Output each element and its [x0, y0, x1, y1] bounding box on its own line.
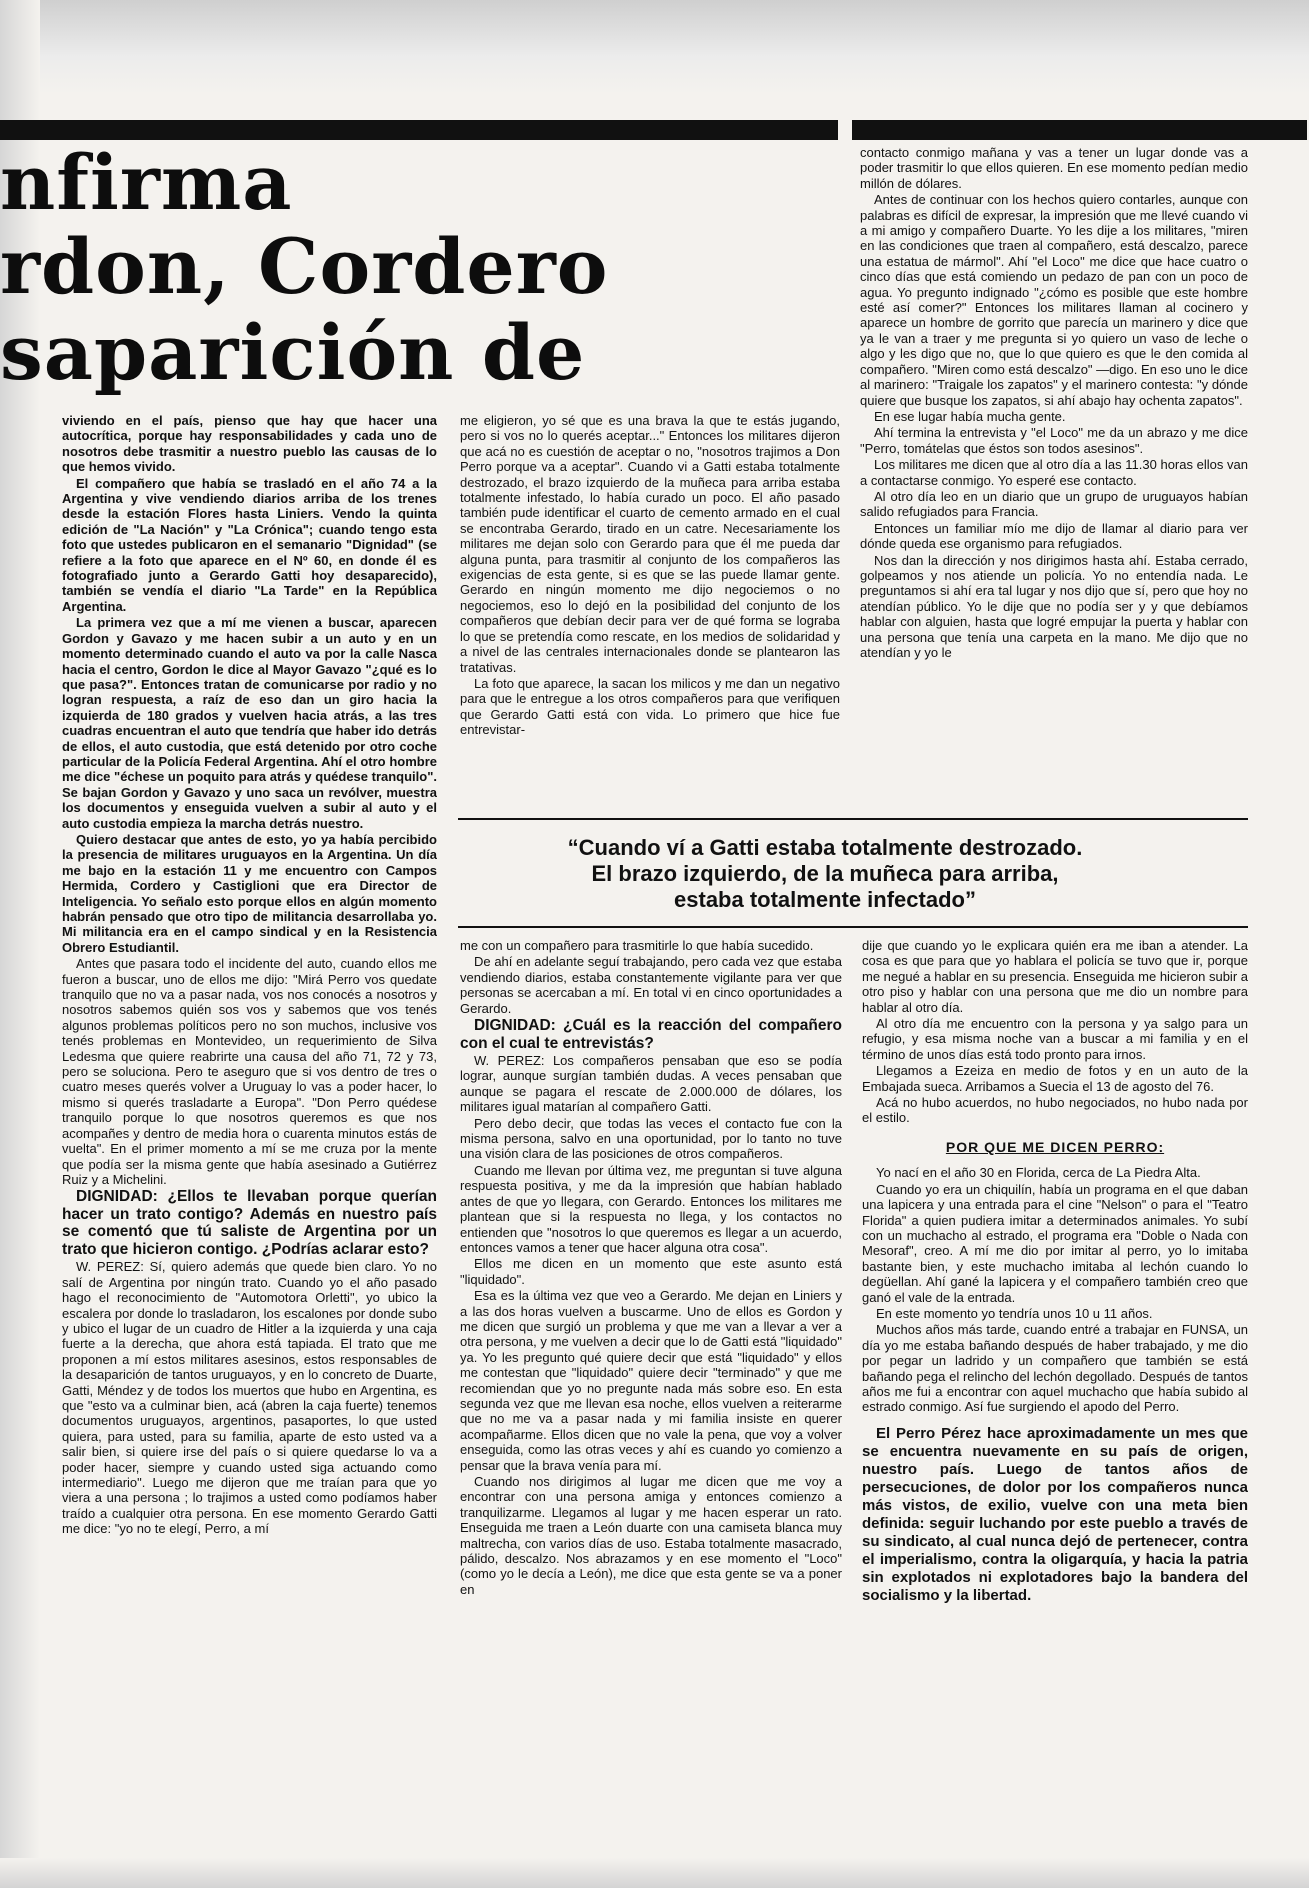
col5-paragraph-1: dije que cuando yo le explicara quién era me iban a atender. La cosa es que para que yo hablara el policía se tuvo que ir, porque me negué a hablar en su presencia. Enseguida me hicieron subir a otro piso y hablar con una persona que me dio un nombre para hablar al otro día.: [862, 938, 1248, 1015]
col4-paragraph-1: me con un compañero para trasmitirle lo que había sucedido.: [460, 938, 814, 953]
col5-paragraph-3: Llegamos a Ezeiza en medio de fotos y en un auto de la Embajada sueca. Arribamos a Suecia el 13 de agosto del 76.: [862, 1063, 1248, 1094]
col3-paragraph-2: Antes de continuar con los hechos quiero contarles, aunque con palabras es difícil de expresar, la impresión que me llevé cuando vi a mi amigo y compañero Duarte. Yo les dije a los militares, "miren en las condiciones que traen al compañero, está descalzo, parece una estatua de mármol". Ahí "el Loco" me dice que hace cuatro o cinco días que está comiendo un pedazo de pan con un poco de agua. Yo pregunto indignado "¿cómo es posible que este hombre esté así comer?" Entonces los militares llaman al cocinero y aparece un hombre de gorrito que parecía un marinero y dice que ya le van a traer y me pregunta si yo quiero un vaso de leche o algo y les digo que no, que lo que quiero es que le den comida al compañero. "Miren como está descalzo" —digo. En eso uno le dice al marinero: "Traigale los zapatos" y el marinero contesta: "y dónde quiere que busque los zapatos, si ahí abajo hay ochenta zapatos".: [860, 192, 1248, 408]
top-bar-left: [0, 120, 838, 140]
article-column-1: [62, 413, 437, 1858]
col5-paragraph-7: En este momento yo tendría unos 10 u 11 años.: [876, 1305, 1153, 1321]
col3-paragraph-7: Entonces un familiar mío me dijo de llamar al diario para ver dónde queda ese organismo para refugiados.: [860, 520, 1248, 552]
col3-paragraph-3: En ese lugar había mucha gente.: [874, 408, 1066, 424]
col4-paragraph-8: Cuando nos dirigimos al lugar me dicen que me voy a encontrar con una persona amiga y entonces comienzo a tranquilizarme. Llegamos al lugar y me hacen esperar un rato. Enseguida me traen a León duarte con una camiseta blanca muy maltrecha, con varios días de uso. Estaba totalmente masacrado, pálido, descalzo. Nos abrazamos y en ese momento el "Loco" (como yo le decía a León), me dice que esta gente se va a poner en: [460, 1474, 842, 1597]
top-bar-right: [852, 120, 1307, 140]
col4-paragraph-2: De ahí en adelante seguí trabajando, pero cada vez que estaba vendiendo diarios, estaba constantemente vigilante para ver que personas se acercaban a mí. En total vi en cinco oportunidades a Gerardo.: [460, 954, 842, 1016]
scan-edge-bottom: [0, 1858, 1309, 1888]
col1-paragraph-5: Antes que pasara todo el incidente del auto, cuando ellos me fueron a buscar, uno de ellos me dijo: "Mirá Perro vos quedate tranquilo que no va a pasar nada, vos nos conocés a nosotros y nosotros sabemos quién sos vos y sabemos que vos tenés algunos problemas políticos pero no son muchos, inclusive vos tenés problemas en Montevideo, un requerimiento de Silva Ledesma que quiere reabrirte una causa del año 71, 72 y 73, pero se soluciona. Pero te aseguro que si vos dentro de tres o cuatro meses querés volver a Uruguay lo vas a poder hacer, lo mismo si querés trasladarte a Europa". "Don Perro quédese tranquilo porque lo que nosotros queremos es que nos acompañes y dentro de media hora o cuarenta minutos estás de vuelta". En el primer momento a mí se me cruza por la mente que podía ser la misma gente que había asesinado a Gutiérrez Ruiz y a Michelini.: [62, 956, 437, 1187]
article-column-3: [860, 145, 1248, 808]
col4-paragraph-4: Pero debo decir, que todas las veces el contacto fue con la misma persona, salvo en una oportunidad, por lo tanto no tuve una visión clara de las posiciones de otros compañeros.: [460, 1115, 842, 1162]
col1-paragraph-6: W. PEREZ: Sí, quiero además que quede bien claro. Yo no salí de Argentina por ningún trato. Cuando yo el año pasado hago el reconocimiento de "Automotora Orletti", yo ubico la escalera por donde lo trasladaron, los escalones por donde subo y ubico el lugar de un cuadro de Hitler a la izquierda y una caja fuerte a la derecha, que ahora está tapiada. El trato que me proponen a mí estos militares asesinos, estos responsables de la desaparición de tantos uruguayos, y en lo concreto de Duarte, Gatti, Méndez y de todos los muertos que hubo en Argentina, es que "esto va a culminar bien, acá (abren la caja fuerte) tenemos documentos uruguayos, argentinos, pasaportes, lo que usted quiera, para usted, para su familia, aparte de esto usted va a salir bien, si quiere irse del país o si quiere quedarse lo va a poder hacer, siempre y cuando usted siga actuando como intermediario". Luego me dijeron que me traían para que yo viera a una persona ; lo trajimos a usted como podíamos haber traído a cualquier otra persona. En ese momento Gerardo Gatti me dice: "yo no te elegí, Perro, a mí: [62, 1259, 437, 1537]
section-subheading: POR QUE ME DICEN PERRO:: [945, 1138, 1165, 1155]
col3-paragraph-8: Nos dan la dirección y nos dirigimos hasta ahí. Estaba cerrado, golpeamos y nos atiende un policía. Yo no entendía nada. Le preguntamos si ahí era tal lugar y nos dijo que sí, pero que hoy no atendían público. Yo le dije que no podía ser y y que debíamos hablar con alguien, hasta que logré empujar la puerta y hablar con una persona que tenía una carpeta en la mano. Me dijo que no atendían y yo le: [860, 552, 1248, 660]
col5-paragraph-8: Muchos años más tarde, cuando entré a trabajar en FUNSA, un día yo me estaba bañando después de haber trabajado, y me dio por pegar un ladrido y un compañero que también se está bañando pega el relincho del lechón degollado. Después de tantos años me fui a encontrar con aquel muchacho que había subido al estrado conmigo. Así fue surgiendo el apodo del Perro.: [862, 1322, 1248, 1415]
col4-question: DIGNIDAD: ¿Cuál es la reacción del compañero con el cual te entrevistás?: [460, 1017, 842, 1052]
scan-edge-top: [0, 0, 1309, 95]
col1-paragraph-3: La primera vez que a mí me vienen a buscar, aparecen Gordon y Gavazo y me hacen subir a un auto y en un momento determinado cuando el auto va por la calle Nasca hacia el centro, Gordon le dice al Mayor Gavazo "¿qué es lo que pasa?". Entonces tratan de comunicarse por radio y no logran respuesta, a raíz de eso dan un giro hacia la izquierda de 180 grados y vuelven hacia atrás, a las tres cuadras encuentran el auto que tendría que haber ido detrás de ellos, el auto custodia, que está detenido por otro coche particular de la Policía Federal Argentina. Ahí el otro hombre me dice "échese un poquito para atrás y quédese tranquilo". Se bajan Gordon y Gavazo y uno saca un revólver, muestra los documentos y enseguida vuelven a subir al auto y el auto custodia empieza la marcha detrás nuestro.: [62, 615, 437, 831]
col3-paragraph-6: Al otro día leo en un diario que un grupo de uruguayos habían salido refugiados para Francia.: [860, 488, 1248, 520]
headline-line-2: rdon, Cordero: [0, 222, 609, 311]
col5-closing-paragraph: El Perro Pérez hace aproximadamente un mes que se encuentra nuevamente en su país de origen, nuestro país. Luego de tantos años de persecuciones, de dolor por los compañeros nunca más vistos, de exilio, vuelve con una meta bien definida: seguir luchando por este pueblo a través de su sindicato, al cual nunca dejó de pertenecer, contra el imperialismo, contra la oligarquía, y hacia la patria sin explotados ni explotadores bajo la bandera del socialismo y la libertad.: [862, 1424, 1248, 1604]
pull-quote-rule-top: [458, 818, 1248, 820]
col1-question: DIGNIDAD: ¿Ellos te llevaban porque querían hacer un trato contigo? Además en nuestro país se comentó que tú saliste de Argentina por un trato que hicieron contigo. ¿Podrías aclarar esto?: [62, 1188, 437, 1258]
col4-paragraph-5: Cuando me llevan por última vez, me preguntan si tuve alguna respuesta positiva, y me da la impresión que habían hablado antes de que yo llegara, con Gerardo. Entonces los militares me plantean que si la respuesta no llega, y los contactos no entienden que "nosotros lo que queremos es llegar a un acuerdo, entonces vamos a tener que hacer alguna otra cosa".: [460, 1162, 842, 1255]
col4-paragraph-7: Esa es la última vez que veo a Gerardo. Me dejan en Liniers y a las dos horas vuelven a buscarme. Uno de ellos es Gordon y me dicen que surgió un problema y que me van a llevar a ver a otra persona, y me vuelven a decir que lo de Gatti está "liquidado" ya. Yo les pregunto qué quiere decir que está "liquidado" y ellos me contestan que "liquidado" quiere decir "terminado" y que me recomiendan que yo no pregunte nada más sobre eso. En esta segunda vez que me llevan esa noche, ellos vuelven a reiterarme que no me va a pasar nada y mi familia insiste en querer acompañarme. Ellos dicen que no vale la pena, que voy a volver enseguida, como las otras veces y ahí es cuando yo comienzo a pensar que la brava venía para mí.: [460, 1288, 842, 1473]
col5-paragraph-6: Cuando yo era un chiquilín, había un programa en el que daban una lapicera y una entrada para el cine "Nelson" o para el "Teatro Florida" a quien pudiera imitar a determinados animales. Yo subí con un muchacho al estrado, el programa era "Doble o Nada con Mesoraf", creo. A mí me dio por imitar al perro, yo lo imitaba bastante bien, y este muchacho imitaba al lechón cuando lo degüellan. Ahí gané la lapicera y el compañero también creo que ganó el vale de la entrada.: [862, 1181, 1248, 1305]
pull-quote: [465, 835, 1185, 913]
col1-paragraph-2: El compañero que había se trasladó en el año 74 a la Argentina y vive vendiendo diarios arriba de los trenes desde la estación Flores hasta Liniers. Vendo la quinta edición de "La Nación" y "La Crónica"; cuando tengo esta foto que ustedes publicaron en el semanario "Dignidad" (se refiere a la foto que aparece en el Nº 60, en donde él es fotografiado junto a Gerardo Gatti hoy desaparecido), también se vendía el diario "La Tarde" en la República Argentina.: [62, 475, 437, 614]
article-column-5: [862, 938, 1248, 1858]
col5-paragraph-2: Al otro día me encuentro con la persona y ya salgo para un refugio, y esa misma noche van a buscar a mi familia y en el término de unos días está todo pronto para irnos.: [862, 1016, 1248, 1062]
pull-quote-line-2: El brazo izquierdo, de la muñeca para arriba,: [591, 861, 1059, 886]
headline-line-3: saparición de: [0, 308, 586, 397]
pull-quote-line-3: estaba totalmente infectado”: [674, 887, 976, 912]
col5-paragraph-5: Yo nací en el año 30 en Florida, cerca de La Piedra Alta.: [876, 1165, 1201, 1181]
col3-paragraph-5: Los militares me dicen que al otro día a las 11.30 horas ellos van a contactarse conmigo. Yo esperé ese contacto.: [860, 457, 1248, 488]
pull-quote-line-1: “Cuando ví a Gatti estaba totalmente destrozado.: [567, 835, 1083, 860]
headline-line-1: nfirma: [0, 138, 293, 227]
col4-paragraph-6: Ellos me dicen en un momento que este asunto está "liquidado".: [460, 1256, 842, 1287]
col3-paragraph-1: contacto conmigo mañana y vas a tener un lugar donde vas a poder trasmitir lo que ellos quieren. En ese momento pedían medio millón de dólares.: [860, 145, 1248, 191]
col5-paragraph-4: Acá no hubo acuerdos, no hubo negociados, no hubo nada por el estilo.: [862, 1095, 1248, 1126]
col2-paragraph-2: La foto que aparece, la sacan los milicos y me dan un negativo para que le entregue a los otros compañeros para que verifiquen que Gerardo Gatti está con vida. Lo primero que hice fue entrevistar-: [460, 675, 840, 738]
pull-quote-rule-bottom: [458, 926, 1248, 928]
col2-paragraph-1: me eligieron, yo sé que es una brava la que te estás jugando, pero si vos no lo querés aceptar..." Entonces los militares dijeron que acá no es cuestión de aceptar o no, "nosotros trajimos a Don Perro porque va a aceptar". Cuando vi a Gatti estaba totalmente destrozado, el brazo izquierdo de la muñeca para arriba estaba totalmente infestado, lo había curado un poco. El año pasado también pude identificar el cuarto de cemento armado en el cual se encontraba Gerardo, tirado en un catre. Necesariamente los militares me dejan solo con Gerardo para que él me pueda dar alguna punta, para trasmitir al conjunto de los compañeros las exigencias de esta gente, si es que se las puede llamar gente. Gerardo en ningún momento me dijo negociemos o no negociemos, eso lo dejó en la posibilidad del conjunto de los compañeros que debían decir para ver de qué forma se lograba lo que se pretendía como rescate, en los medios de solidaridad y a nivel de las centrales internacionales donde se plantearon las tratativas.: [460, 413, 840, 675]
article-column-2: [460, 413, 840, 808]
col1-paragraph-4: Quiero destacar que antes de esto, yo ya había percibido la presencia de militares uruguayos en la Argentina. Un día me bajo en la estación 11 y me encuentro con Campos Hermida, Cordero y Castiglioni que era Director de Inteligencia. Yo señalo esto porque ellos en algún momento habrán pensado que otro tipo de militancia desarrollaba yo. Mi militancia era en el campo sindical y en la Resistencia Obrero Estudiantil.: [62, 831, 437, 955]
article-column-4: [460, 938, 842, 1858]
col3-paragraph-4: Ahí termina la entrevista y "el Loco" me da un abrazo y me dice "Perro, tomátelas que éstos son todos asesinos".: [860, 425, 1248, 456]
col4-paragraph-3: W. PEREZ: Los compañeros pensaban que eso se podía lograr, aunque surgían también dudas. A veces pensaban que aunque se pagara el rescate de 2.000.000 de dólares, los militares igual matarían al compañero Gatti.: [460, 1053, 842, 1115]
col1-paragraph-1: viviendo en el país, pienso que hay que hacer una autocrítica, porque hay responsabilidades y cada uno de nosotros debe trasmitir a nuestro pueblo las causas de lo que hemos vivido.: [62, 413, 437, 475]
